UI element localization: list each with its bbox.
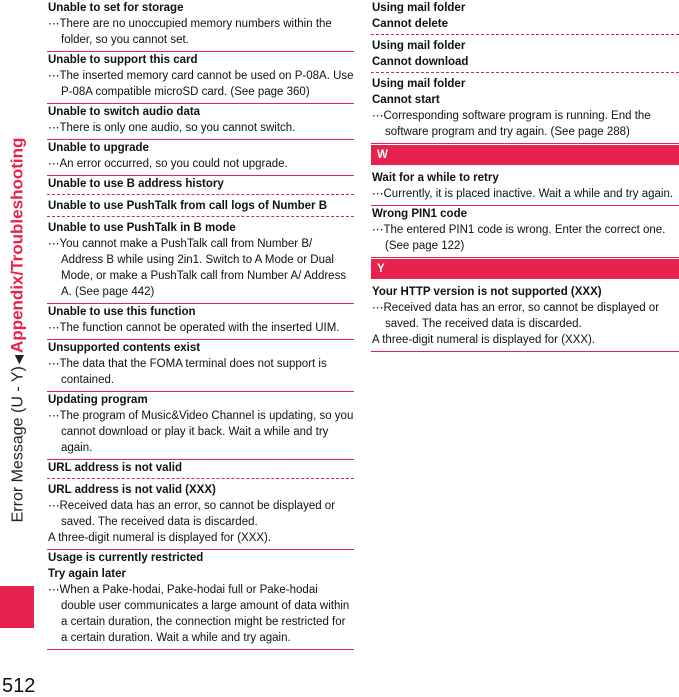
u-entries <box>371 0 679 144</box>
error-title: Unable to use PushTalk in B mode <box>48 222 236 234</box>
error-title: Cannot download <box>371 54 679 73</box>
error-title: Cannot start <box>372 94 440 106</box>
error-title: Using mail folder <box>372 78 466 90</box>
error-description: ⋯The program of Music&Video Channel is updating, so you cannot download or play it back. Wait a while and try again. <box>48 410 354 454</box>
sidebar <box>0 0 36 678</box>
error-entry <box>47 392 354 460</box>
error-title: Usage is currently restricted <box>48 552 204 564</box>
error-description: ⋯Currently, it is placed inactive. Wait a while and try again. <box>372 188 674 200</box>
error-description: ⋯Received data has an error, so cannot be displayed or saved. The received data is discarded. <box>372 302 660 330</box>
error-title: Unable to use PushTalk from call logs of Number B <box>47 198 354 217</box>
error-title: Unable to set for storage <box>48 2 184 14</box>
page-number: 512 <box>2 675 36 697</box>
error-description: ⋯The entered PIN1 code is wrong. Enter the correct one. (See page 122) <box>372 224 666 252</box>
error-entry <box>47 0 354 52</box>
error-description: ⋯There is only one audio, so you cannot switch. <box>48 122 296 134</box>
error-title: URL address is not valid <box>47 460 354 479</box>
error-description: ⋯Received data has an error, so cannot be displayed or saved. The received data is discarded. <box>48 500 336 528</box>
error-title: Unable to use this function <box>48 306 196 318</box>
right-column <box>371 0 679 352</box>
error-title: Using mail folder <box>372 40 466 52</box>
error-description: ⋯You cannot make a PushTalk call from Number B/ Address B while using 2in1. Switch to A Mode or Dual Mode, or make a PushTalk call from Number A/ Address A. (See page 442) <box>48 238 347 298</box>
error-description: ⋯Corresponding software program is running. End the software program and try again. (See page 288) <box>372 110 651 138</box>
error-entry <box>371 206 679 258</box>
error-entry <box>47 340 354 392</box>
error-title: Wrong PIN1 code <box>372 208 467 220</box>
error-description: ⋯The inserted memory card cannot be used on P-08A. Use P-08A compatible microSD card. (See page 360) <box>48 70 354 98</box>
section-header-y: Y <box>371 259 679 279</box>
error-title: Try again later <box>48 568 126 580</box>
error-entry <box>47 304 354 340</box>
section-label: Error Message (U - Y) <box>9 366 27 523</box>
w-entries <box>371 170 679 258</box>
error-entry <box>47 460 354 550</box>
error-description: ⋯The data that the FOMA terminal does not support is contained. <box>48 358 327 386</box>
error-entry <box>47 140 354 176</box>
error-entry <box>47 104 354 140</box>
error-title: Unable to support this card <box>48 54 198 66</box>
error-entry <box>47 176 354 304</box>
chapter-label: Appendix/Troubleshooting <box>7 137 27 353</box>
error-entry <box>47 52 354 104</box>
error-title: URL address is not valid (XXX) <box>48 484 216 496</box>
error-description: ⋯The function cannot be operated with the inserted UIM. <box>48 322 340 334</box>
error-entry <box>371 170 679 206</box>
triangle-left-icon: ◀ <box>11 354 26 365</box>
error-title: Wait for a while to retry <box>372 172 499 184</box>
section-header-w: W <box>371 145 679 165</box>
error-title: Unable to switch audio data <box>48 106 201 118</box>
error-title: Your HTTP version is not supported (XXX) <box>372 286 602 298</box>
error-title: Using mail folder <box>372 2 466 14</box>
error-description: ⋯An error occurred, so you could not upgrade. <box>48 158 288 170</box>
error-description: A three-digit numeral is displayed for (XXX). <box>372 334 596 346</box>
error-title: Unable to upgrade <box>48 142 149 154</box>
sidebar-heading <box>9 30 28 630</box>
error-title: Cannot delete <box>371 16 679 35</box>
error-title: Unable to use B address history <box>47 176 354 195</box>
error-entry <box>371 284 679 352</box>
error-entry <box>371 0 679 144</box>
error-title: Updating program <box>48 394 148 406</box>
error-description: ⋯There are no unoccupied memory numbers within the folder, so you cannot set. <box>48 18 332 46</box>
y-entries <box>371 284 679 352</box>
error-entry <box>47 550 354 650</box>
error-description: ⋯When a Pake-hodai, Pake-hodai full or Pake-hodai double user communicates a large amount of data within a certain duration, the connection might be restricted for a certain duration. Wait a while and try again. <box>48 584 350 644</box>
left-column <box>47 0 354 650</box>
error-description: A three-digit numeral is displayed for (XXX). <box>48 532 272 544</box>
error-title: Unsupported contents exist <box>48 342 201 354</box>
